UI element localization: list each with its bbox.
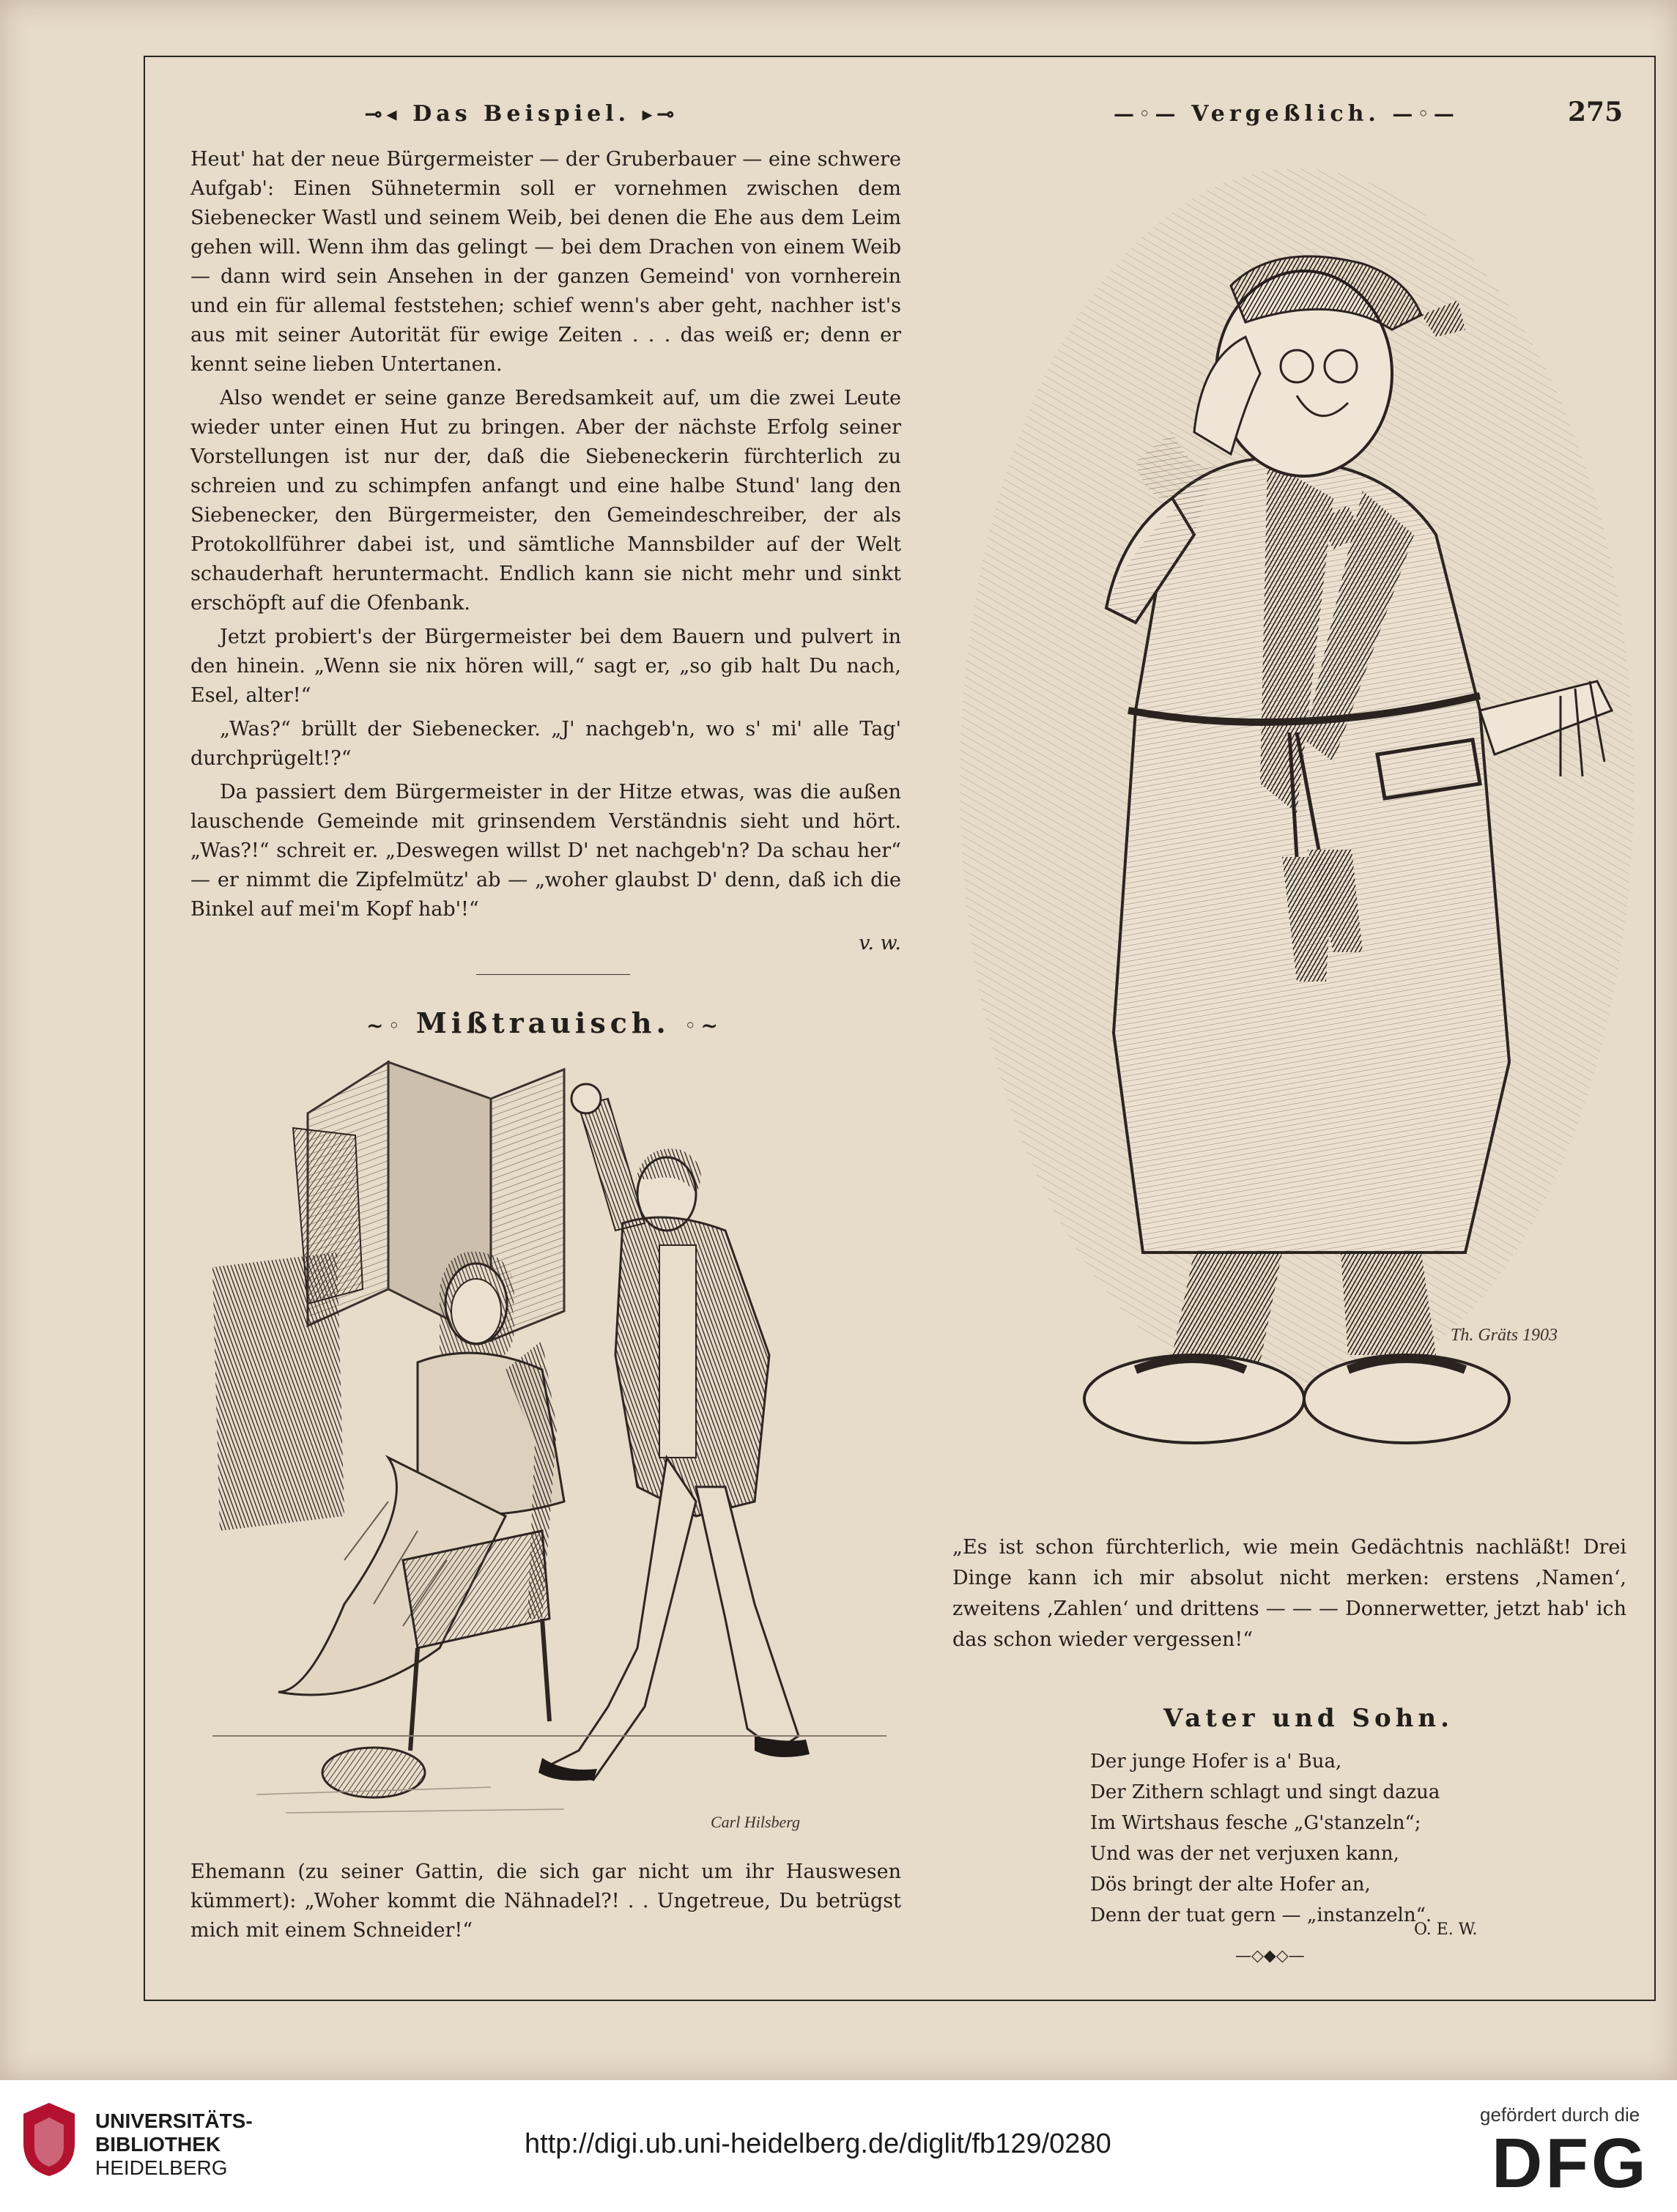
caption-vergesslich: „Es ist schon fürchterlich, wie mein Gedächtnis nachläßt! Drei Dinge kann ich mir absolut nicht merken: erstens ‚Namen‘, zweitens ‚Zahlen‘ und drittens — — — Donnerwetter, jetzt hab' ich das schon wieder vergessen!“ — [952, 1536, 1626, 1651]
illustration-vergesslich — [952, 154, 1641, 1523]
poem-signature: O. E. W. — [1414, 1920, 1478, 1939]
paragraph: „Was?“ brüllt der Siebenecker. „J' nachgeb'n, wo s' mi' alle Tag' durchprügelt!?“ — [190, 718, 901, 770]
dfg-logo: DFG — [1492, 2124, 1649, 2202]
poem-line: Der junge Hofer is a' Bua, — [1090, 1751, 1342, 1773]
paragraph: Da passiert dem Bürgermeister in der Hitze etwas, was die außen lauschende Gemeinde mit grinsendem Verständnis sieht und hört. „Was?!“ schreit er. „Deswegen willst D' net nachgeb'n? Da schau her“ — er nimmt die Zipfelmütz' ab — „woher glaubst D' denn, daß ich die Binkel auf mei'm Kopf hab'!“ — [190, 781, 901, 921]
header-left-title: Das Beispiel. — [412, 101, 631, 127]
poem-vater-und-sohn — [1090, 1746, 1440, 1931]
page-number: 275 — [1568, 97, 1624, 127]
end-ornament-icon: —◇◆◇— — [1235, 1947, 1305, 1965]
paragraph: Jetzt probiert's der Bürgermeister bei dem Bauern und pulvert in den hinein. „Wenn sie nix hören will,“ sagt er, „so gib halt Du nach, Esel, alter!“ — [190, 626, 901, 707]
poem-title: Vater und Sohn. — [1163, 1704, 1454, 1733]
ornament-icon: ▸⊸ — [642, 102, 679, 126]
university-logo-icon — [16, 2099, 82, 2180]
paragraph: Also wendet er seine ganze Beredsamkeit auf, um die zwei Leute wieder unter einen Hut zu bringen. Aber der nächste Erfolg seiner Vorstellungen ist nur der, daß die Siebeneckerin fürchterlich zu schreien und zu schimpfen anfangt und eine halbe Stund' lang den Siebenecker, den Bürgermeister, den Gemeindeschreiber, der als Protokollführer dabei ist, und sämtliche Mannsbilder auf der Welt schauderhaft heruntermacht. Endlich kann sie nicht mehr und sinkt erschöpft auf die Ofenbank. — [190, 387, 901, 615]
header-right-title: Vergeßlich. — [1191, 101, 1380, 127]
section-title-misstrauisch: ~◦ Mißtrauisch. ◦~ — [366, 1006, 722, 1039]
permalink-url[interactable]: http://digi.ub.uni-heidelberg.de/diglit/fb129/0280 — [525, 2129, 1111, 2159]
ornament-icon: ⊸◂ — [365, 102, 413, 126]
poem-line: Der Zithern schlagt und singt dazua — [1090, 1781, 1440, 1803]
divider — [476, 974, 630, 975]
ornament-icon: —◦— — [1114, 102, 1192, 126]
poem-line: Im Wirtshaus fesche „G'stanzeln“; — [1090, 1812, 1421, 1834]
institution-name: UNIVERSITÄTS- BIBLIOTHEK HEIDELBERG — [95, 2109, 253, 2179]
caption-misstrauisch: Ehemann (zu seiner Gattin, die sich gar nicht um ihr Hauswesen kümmert): „Woher kommt die Nähnadel?! . . Ungetreue, Du betrügst mich mit einem Schneider!“ — [190, 1860, 901, 1942]
artist-signature: Carl Hilsberg — [711, 1813, 801, 1831]
ornament-icon: ◦~ — [684, 1014, 722, 1038]
artist-signature: Th. Gräts 1903 — [1451, 1326, 1558, 1345]
story-beispiel — [190, 145, 901, 958]
poem-line: Und was der net verjuxen kann, — [1090, 1843, 1399, 1865]
header-left — [365, 101, 678, 127]
signature: v. w. — [859, 932, 901, 954]
poem-line: Denn der tuat gern — „instanzeln“. — [1090, 1904, 1432, 1926]
paragraph: Heut' hat der neue Bürgermeister — der Gruberbauer — eine schwere Aufgab': Einen Sühnetermin soll er vornehmen zwischen dem Siebenecker Wastl und seinem Weib, bei denen die Ehe aus dem Leim gehen will. Wenn ihm das gelingt — bei dem Drachen von einem Weib — dann wird sein Ansehen in der ganzen Gemeind' von vornherein und ein für allemal feststehen; schief wenn's aber geht, nachher ist's aus mit seiner Autorität für ewige Zeiten . . . das weiß er; denn er kennt seine lieben Untertanen. — [190, 148, 901, 376]
footer-bar — [0, 2080, 1677, 2212]
header-right — [1114, 101, 1459, 127]
ornament-icon: ~◦ — [366, 1014, 416, 1038]
poem-line: Dös bringt der alte Hofer an, — [1090, 1874, 1371, 1896]
funding-text: gefördert durch die — [1480, 2104, 1640, 2126]
illustration-misstrauisch — [198, 1047, 901, 1846]
ornament-icon: —◦— — [1392, 102, 1459, 126]
